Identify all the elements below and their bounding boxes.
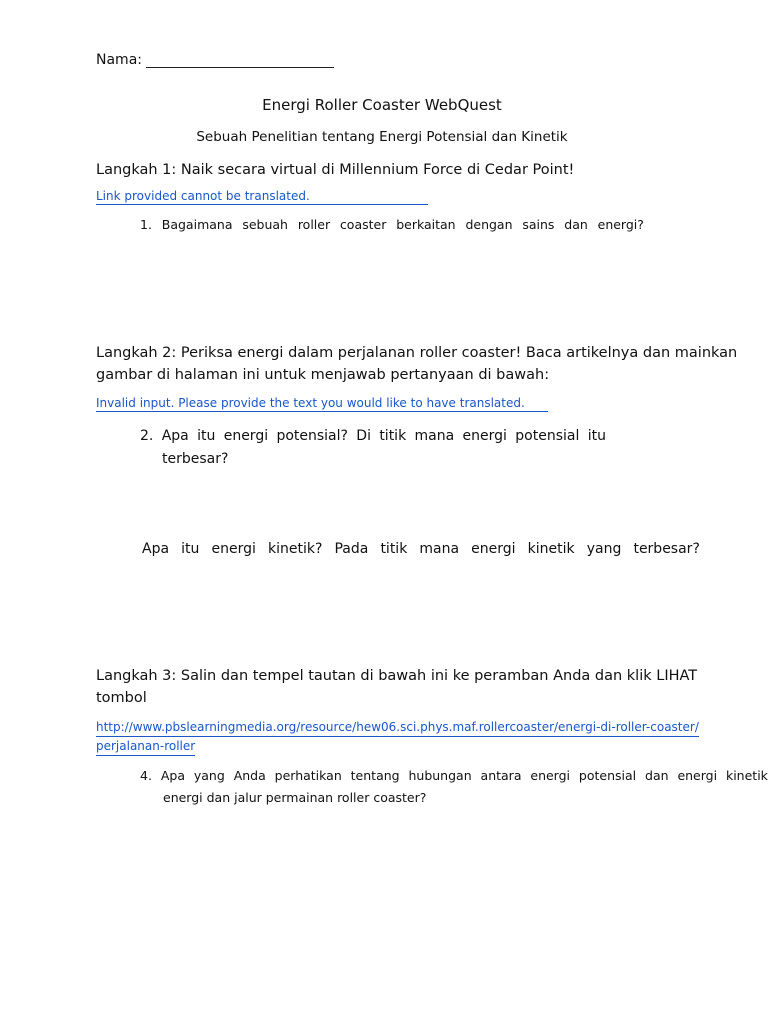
question-2-word: Apa xyxy=(161,428,189,444)
name-blank-line[interactable] xyxy=(146,53,334,68)
question-kinetic-word: energi xyxy=(471,541,516,557)
question-2-word: itu xyxy=(197,428,216,444)
document-subtitle: Sebuah Penelitian tentang Energi Potensial dan Kinetik xyxy=(196,129,568,145)
question-2-word: Di xyxy=(356,428,371,444)
question-kinetic-word: terbesar? xyxy=(633,541,700,557)
question-1-word: dan xyxy=(564,217,588,232)
document-title: Energi Roller Coaster WebQuest xyxy=(262,96,502,114)
question-4-word: perhatikan xyxy=(274,768,342,783)
question-4-line2: energi dan jalur permainan roller coaster? xyxy=(163,790,427,805)
question-2-word: potensial? xyxy=(276,428,348,444)
step2-heading-line2: gambar di halaman ini untuk menjawab pertanyaan di bawah: xyxy=(96,367,550,383)
question-kinetic-word: energi xyxy=(211,541,256,557)
question-2-number: 2. xyxy=(140,428,154,444)
question-4-word: hubungan xyxy=(408,768,472,783)
question-kinetic-word: Pada xyxy=(334,541,369,557)
question-2-word: titik xyxy=(379,428,407,444)
name-label: Nama: xyxy=(96,52,142,68)
question-4-number: 4. xyxy=(140,768,152,783)
question-kinetic-word: yang xyxy=(586,541,622,557)
question-1-word: Bagaimana xyxy=(161,217,233,232)
question-4-word: energi xyxy=(677,768,718,783)
question-kinetic-word: mana xyxy=(419,541,460,557)
question-2-word: mana xyxy=(414,428,455,444)
question-1 xyxy=(140,217,644,232)
question-2 xyxy=(140,425,606,471)
question-2-line2: terbesar? xyxy=(162,451,229,467)
question-1-word: dengan xyxy=(465,217,513,232)
step2-link[interactable] xyxy=(96,396,548,412)
step3-heading xyxy=(96,665,697,709)
question-kinetic-word: kinetik? xyxy=(267,541,323,557)
step3-url-line1[interactable]: http://www.pbslearningmedia.org/resource/hew06.sci.phys.maf.rollercoaster/energi-di-roller-coaster/ xyxy=(96,718,699,737)
question-1-word: sains xyxy=(522,217,555,232)
step3-url[interactable] xyxy=(96,718,699,756)
question-4-word: Apa xyxy=(160,768,185,783)
question-2-word: potensial xyxy=(515,428,580,444)
name-field[interactable] xyxy=(96,52,334,68)
question-4-word: kinetik xyxy=(725,768,768,783)
question-4-word: tentang xyxy=(350,768,400,783)
step3-heading-line1: Langkah 3: Salin dan tempel tautan di bawah ini ke peramban Anda dan klik LIHAT xyxy=(96,668,698,684)
step1-link[interactable] xyxy=(96,189,428,205)
question-1-number: 1. xyxy=(140,217,152,232)
question-kinetic-word: Apa xyxy=(142,541,170,557)
step1-link-text[interactable]: Link provided cannot be translated. xyxy=(96,189,428,205)
step3-heading-line2: tombol xyxy=(96,690,147,706)
question-4 xyxy=(140,765,768,809)
question-4-word: Anda xyxy=(233,768,266,783)
question-1-word: coaster xyxy=(339,217,387,232)
question-2-line1 xyxy=(140,425,606,448)
step2-heading xyxy=(96,342,737,386)
question-2-word: energi xyxy=(462,428,507,444)
question-4-word: dan xyxy=(645,768,669,783)
question-4-line1 xyxy=(140,765,768,787)
question-kinetic xyxy=(142,541,700,557)
question-kinetic-word: kinetik xyxy=(527,541,575,557)
question-4-word: potensial xyxy=(578,768,637,783)
step2-link-text[interactable]: Invalid input. Please provide the text you would like to have translated. xyxy=(96,396,548,412)
question-1-word: sebuah xyxy=(242,217,288,232)
question-2-word: itu xyxy=(587,428,606,444)
step2-heading-line1: Langkah 2: Periksa energi dalam perjalanan roller coaster! Baca artikelnya dan mainkan xyxy=(96,345,738,361)
question-2-word: energi xyxy=(223,428,269,444)
question-4-word: antara xyxy=(480,768,522,783)
question-4-word: yang xyxy=(193,768,225,783)
question-kinetic-word: itu xyxy=(181,541,200,557)
question-1-word: energi? xyxy=(597,217,644,232)
question-1-word: roller xyxy=(297,217,331,232)
question-4-word: energi xyxy=(530,768,571,783)
step3-url-line2[interactable]: perjalanan-roller xyxy=(96,737,195,756)
question-kinetic-word: titik xyxy=(380,541,408,557)
question-1-word: berkaitan xyxy=(396,217,456,232)
step1-heading: Langkah 1: Naik secara virtual di Millennium Force di Cedar Point! xyxy=(96,162,575,178)
